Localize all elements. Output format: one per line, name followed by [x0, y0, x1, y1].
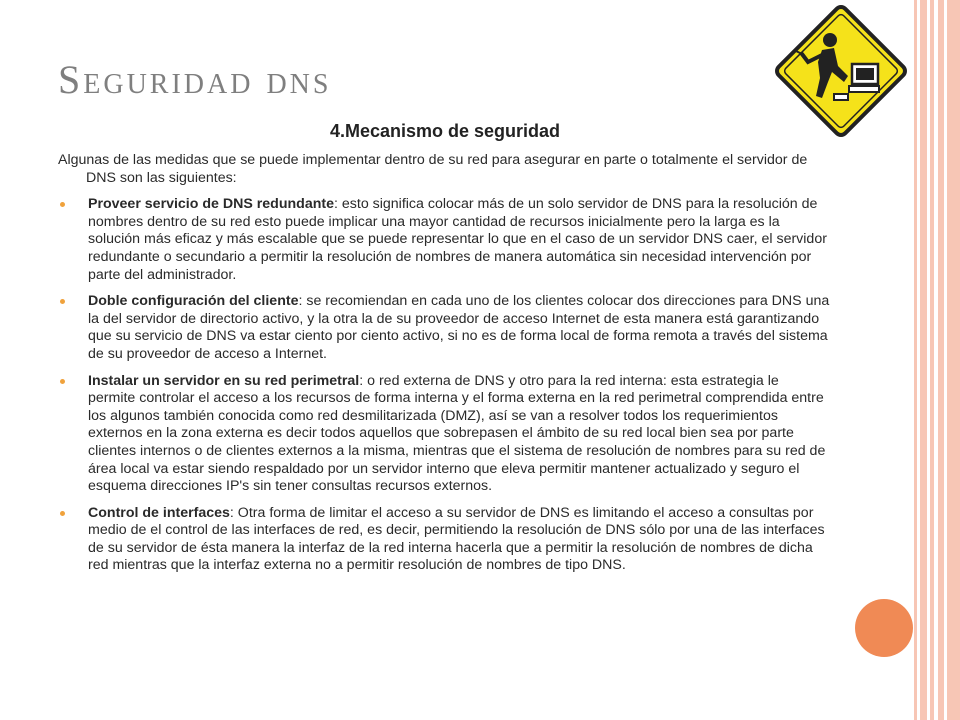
section-subtitle: 4.Mecanismo de seguridad: [329, 121, 561, 141]
decorative-circle: [855, 599, 913, 657]
bullet-lead: Instalar un servidor en su red perimetral: [88, 372, 360, 389]
bullet-dot-icon: [60, 299, 65, 304]
bullet-lead: Proveer servicio de DNS redundante: [88, 196, 335, 213]
bullet-dot-icon: [60, 202, 65, 207]
bullet-item: [58, 196, 830, 284]
bullet-text: : Otra forma de limitar el acceso a su servidor de DNS es limitando el acceso a consultas por medio de el control de las interfaces de red, es decir, permitiendo la resolución de DNS sólo por una de las interfaces de su servidor de ésta manera la interfaz de la red interna hacerla que a permitir la resolución de nombres de dicha red mientras que la interfaz externa no a permitir resolución de nombres de tipo DNS.: [88, 504, 825, 574]
bullet-lead: Doble configuración del cliente: [88, 293, 299, 310]
bullet-text: : se recomiendan en cada uno de los clientes colocar dos direcciones para DNS una la del servidor de directorio activo, y la otra la de su proveedor de acceso Internet de esta manera está garantizando que su servicio de DNS va estar ciento por ciento activo, si no es de forma local de forma remota a través del sistema de su proveedor de acceso a Internet.: [88, 293, 830, 362]
intro-paragraph: Algunas de las medidas que se puede implementar dentro de su red para asegurar en parte o totalmente el servidor de DNS son las siguientes:: [58, 152, 808, 186]
slide-title: Seguridad dns: [58, 57, 332, 102]
bullet-item: [58, 373, 830, 496]
bullet-text: : esto significa colocar más de un solo servidor de DNS para la resolución de nombres dentro de su red esto puede implicar una mayor cantidad de recursos inicialmente pero la larga es la solución más eficaz y más escalable que se puede representar lo que en el caso de un servidor DNS caer, el servidor redundante o secundario a permitir la resolución de nombres de manera automática sin necesidad intervención por parte del administrador.: [88, 196, 827, 283]
bullet-dot-icon: [60, 511, 65, 516]
bullet-item: [58, 505, 830, 575]
decorative-stripes: [914, 0, 960, 720]
body-content: [58, 152, 830, 584]
bullet-text: : o red externa de DNS y otro para la red interna: esta estrategia le permite controlar el acceso a los recursos de forma interna y el forma externa en la red perimetral comprendida entre los algunos también conocida como red desmilitarizada (DMZ), así se van a resolver todos los requerimientos externos en la zona externa es decir todos aquellos que sobrepasen el ámbito de su red local bien sea por parte clientes internos o de clientes externos a la misma, mientras que el sistema de resolución de nombres para su red de área local va estar siendo respaldado por un servidor interno que eleva permitir mantener actualizado y seguro el esquema direcciones IP's sin tener consultas recursos externos.: [88, 372, 826, 495]
bullet-item: [58, 293, 830, 363]
construction-worker-sign-icon: [772, 2, 910, 140]
bullet-dot-icon: [60, 379, 65, 384]
bullet-lead: Control de interfaces: [88, 504, 230, 521]
